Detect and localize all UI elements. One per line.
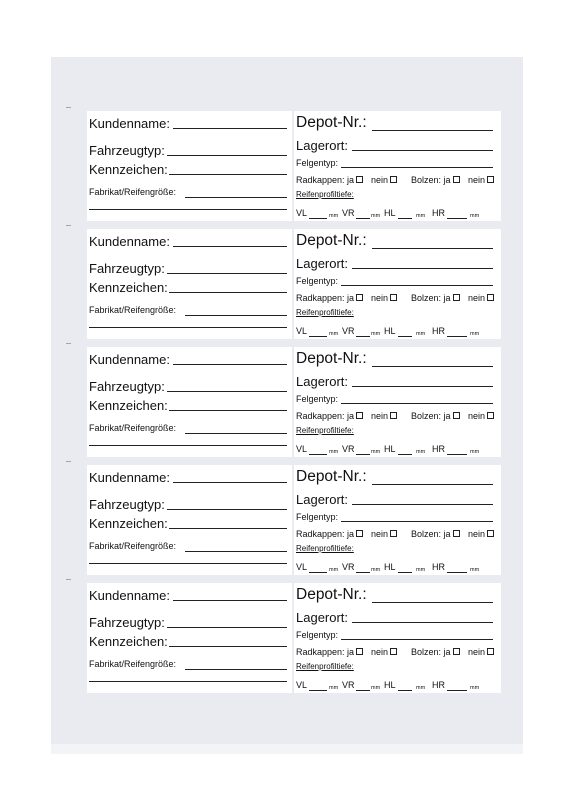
bolts-no-checkbox[interactable]: [487, 412, 494, 419]
vr-label: VR: [342, 562, 355, 572]
hr-label: HR: [432, 444, 445, 454]
make-tire-size-field[interactable]: [185, 669, 287, 670]
vl-unit: mm: [329, 331, 339, 337]
storage-location-field[interactable]: [352, 504, 493, 505]
vl-label: VL: [296, 444, 308, 454]
license-plate-label: Kennzeichen:: [89, 280, 168, 295]
license-plate-label: Kennzeichen:: [89, 516, 168, 531]
rim-type-field[interactable]: [341, 521, 493, 522]
vr-label: VR: [342, 208, 355, 218]
storage-location-field[interactable]: [352, 622, 493, 623]
storage-location-field[interactable]: [352, 150, 493, 151]
bolts-no-option: [468, 293, 494, 303]
sheet-bottom-edge: [51, 744, 523, 754]
hubcaps-no-label: nein: [371, 293, 389, 303]
vl-unit: mm: [329, 213, 339, 219]
hr-unit: mm: [470, 331, 480, 337]
label-left-half: [87, 465, 292, 575]
registration-tick: [66, 107, 71, 108]
tire-label-1: [87, 111, 501, 221]
rim-type-label: Felgentyp:: [296, 394, 339, 404]
depot-no-label: Depot-Nr.:: [296, 114, 367, 131]
hubcaps-no-option: [371, 529, 397, 539]
hr-unit: mm: [470, 567, 480, 573]
vehicle-type-field[interactable]: [167, 509, 287, 510]
bolts-yes-checkbox[interactable]: [453, 294, 460, 301]
customer-name-label: Kundenname:: [89, 234, 170, 249]
hr-label: HR: [432, 562, 445, 572]
bolts-option: [411, 293, 460, 303]
customer-name-field[interactable]: [173, 246, 287, 247]
vl-field[interactable]: [309, 336, 327, 337]
vr-label: VR: [342, 444, 355, 454]
bolts-no-option: [468, 175, 494, 185]
hubcaps-yes-checkbox[interactable]: [356, 648, 363, 655]
bolts-yes-label: Bolzen: ja: [411, 647, 451, 657]
hr-field[interactable]: [447, 454, 467, 455]
label-right-half: [294, 111, 501, 221]
make-tire-size-field[interactable]: [185, 315, 287, 316]
hubcaps-yes-label: Radkappen: ja: [296, 293, 355, 303]
bolts-yes-checkbox[interactable]: [453, 412, 460, 419]
storage-location-label: Lagerort:: [296, 610, 349, 625]
make-tire-size-field-line2[interactable]: [89, 209, 287, 210]
vehicle-type-label: Fahrzeugtyp:: [89, 143, 165, 158]
vl-label: VL: [296, 562, 308, 572]
hubcaps-yes-label: Radkappen: ja: [296, 411, 355, 421]
make-tire-size-label: Fabrikat/Reifengröße:: [89, 659, 177, 669]
hl-label: HL: [384, 208, 396, 218]
license-plate-label: Kennzeichen:: [89, 162, 168, 177]
customer-name-field[interactable]: [173, 600, 287, 601]
vr-label: VR: [342, 680, 355, 690]
bolts-yes-label: Bolzen: ja: [411, 411, 451, 421]
depot-no-field[interactable]: [372, 248, 493, 249]
make-tire-size-field-line2[interactable]: [89, 327, 287, 328]
hubcaps-option: [296, 529, 363, 539]
hubcaps-option: [296, 175, 363, 185]
vl-field[interactable]: [309, 690, 327, 691]
hr-unit: mm: [470, 449, 480, 455]
customer-name-field[interactable]: [173, 482, 287, 483]
hl-field[interactable]: [398, 218, 412, 219]
hl-unit: mm: [416, 685, 426, 691]
rim-type-label: Felgentyp:: [296, 158, 339, 168]
license-plate-label: Kennzeichen:: [89, 398, 168, 413]
hubcaps-no-option: [371, 647, 397, 657]
hl-unit: mm: [416, 331, 426, 337]
bolts-no-label: nein: [468, 175, 486, 185]
registration-tick: [66, 343, 71, 344]
customer-name-label: Kundenname:: [89, 116, 170, 131]
vehicle-type-label: Fahrzeugtyp:: [89, 379, 165, 394]
rim-type-label: Felgentyp:: [296, 276, 339, 286]
make-tire-size-label: Fabrikat/Reifengröße:: [89, 187, 177, 197]
make-tire-size-field[interactable]: [185, 433, 287, 434]
bolts-no-checkbox[interactable]: [487, 176, 494, 183]
bolts-no-option: [468, 529, 494, 539]
make-tire-size-field[interactable]: [185, 551, 287, 552]
make-tire-size-label: Fabrikat/Reifengröße:: [89, 541, 177, 551]
hl-field[interactable]: [398, 572, 412, 573]
vl-unit: mm: [329, 685, 339, 691]
vr-unit: mm: [371, 213, 381, 219]
hl-field[interactable]: [398, 336, 412, 337]
vehicle-type-field[interactable]: [167, 627, 287, 628]
vl-label: VL: [296, 208, 308, 218]
vl-unit: mm: [329, 567, 339, 573]
depot-no-label: Depot-Nr.:: [296, 586, 367, 603]
hubcaps-no-checkbox[interactable]: [390, 294, 397, 301]
bolts-no-checkbox[interactable]: [487, 648, 494, 655]
hubcaps-no-label: nein: [371, 175, 389, 185]
bolts-yes-label: Bolzen: ja: [411, 293, 451, 303]
bolts-no-label: nein: [468, 411, 486, 421]
hl-field[interactable]: [398, 454, 412, 455]
license-plate-label: Kennzeichen:: [89, 634, 168, 649]
vl-field[interactable]: [309, 572, 327, 573]
hubcaps-no-checkbox[interactable]: [390, 412, 397, 419]
storage-location-label: Lagerort:: [296, 492, 349, 507]
license-plate-field[interactable]: [169, 292, 287, 293]
bolts-option: [411, 529, 460, 539]
hl-label: HL: [384, 444, 396, 454]
bolts-yes-checkbox[interactable]: [453, 648, 460, 655]
bolts-option: [411, 411, 460, 421]
hl-label: HL: [384, 680, 396, 690]
vr-unit: mm: [371, 331, 381, 337]
storage-location-label: Lagerort:: [296, 256, 349, 271]
hubcaps-yes-checkbox[interactable]: [356, 530, 363, 537]
customer-name-field[interactable]: [173, 128, 287, 129]
hubcaps-no-label: nein: [371, 647, 389, 657]
hubcaps-yes-label: Radkappen: ja: [296, 529, 355, 539]
vr-field[interactable]: [356, 572, 370, 573]
tire-label-2: [87, 229, 501, 339]
vl-field[interactable]: [309, 218, 327, 219]
tread-depth-label: Reifenprofiltiefe:: [296, 308, 354, 317]
tread-depth-label: Reifenprofiltiefe:: [296, 426, 354, 435]
hl-unit: mm: [416, 213, 426, 219]
bolts-no-checkbox[interactable]: [487, 530, 494, 537]
rim-type-field[interactable]: [341, 639, 493, 640]
label-left-half: [87, 347, 292, 457]
depot-no-label: Depot-Nr.:: [296, 350, 367, 367]
depot-no-field[interactable]: [372, 602, 493, 603]
bolts-option: [411, 647, 460, 657]
hubcaps-no-label: nein: [371, 411, 389, 421]
vr-field[interactable]: [356, 454, 370, 455]
license-plate-field[interactable]: [169, 646, 287, 647]
bolts-no-label: nein: [468, 293, 486, 303]
hr-label: HR: [432, 208, 445, 218]
vehicle-type-label: Fahrzeugtyp:: [89, 615, 165, 630]
vr-unit: mm: [371, 449, 381, 455]
vl-label: VL: [296, 326, 308, 336]
rim-type-label: Felgentyp:: [296, 630, 339, 640]
bolts-yes-label: Bolzen: ja: [411, 529, 451, 539]
hubcaps-yes-label: Radkappen: ja: [296, 647, 355, 657]
hl-field[interactable]: [398, 690, 412, 691]
hr-unit: mm: [470, 213, 480, 219]
rim-type-field[interactable]: [341, 285, 493, 286]
depot-no-field[interactable]: [372, 484, 493, 485]
hubcaps-no-label: nein: [371, 529, 389, 539]
hr-field[interactable]: [447, 690, 467, 691]
label-left-half: [87, 583, 292, 693]
tread-depth-label: Reifenprofiltiefe:: [296, 544, 354, 553]
depot-no-field[interactable]: [372, 366, 493, 367]
vl-field[interactable]: [309, 454, 327, 455]
vehicle-type-label: Fahrzeugtyp:: [89, 261, 165, 276]
bolts-no-label: nein: [468, 529, 486, 539]
storage-location-field[interactable]: [352, 268, 493, 269]
license-plate-field[interactable]: [169, 528, 287, 529]
label-right-half: [294, 465, 501, 575]
storage-location-label: Lagerort:: [296, 374, 349, 389]
customer-name-label: Kundenname:: [89, 352, 170, 367]
customer-name-field[interactable]: [173, 364, 287, 365]
make-tire-size-label: Fabrikat/Reifengröße:: [89, 305, 177, 315]
make-tire-size-field-line2[interactable]: [89, 681, 287, 682]
hubcaps-option: [296, 293, 363, 303]
make-tire-size-field-line2[interactable]: [89, 563, 287, 564]
hubcaps-yes-checkbox[interactable]: [356, 294, 363, 301]
bolts-yes-checkbox[interactable]: [453, 176, 460, 183]
vehicle-type-field[interactable]: [167, 273, 287, 274]
rim-type-field[interactable]: [341, 167, 493, 168]
registration-tick: [66, 461, 71, 462]
hubcaps-no-checkbox[interactable]: [390, 648, 397, 655]
tire-label-4: [87, 465, 501, 575]
storage-location-field[interactable]: [352, 386, 493, 387]
hubcaps-no-checkbox[interactable]: [390, 530, 397, 537]
depot-no-label: Depot-Nr.:: [296, 468, 367, 485]
label-left-half: [87, 111, 292, 221]
license-plate-field[interactable]: [169, 410, 287, 411]
hl-label: HL: [384, 326, 396, 336]
make-tire-size-field[interactable]: [185, 197, 287, 198]
bolts-option: [411, 175, 460, 185]
hubcaps-no-checkbox[interactable]: [390, 176, 397, 183]
hubcaps-no-option: [371, 293, 397, 303]
hr-label: HR: [432, 326, 445, 336]
hr-field[interactable]: [447, 218, 467, 219]
vr-field[interactable]: [356, 336, 370, 337]
depot-no-field[interactable]: [372, 130, 493, 131]
hubcaps-yes-label: Radkappen: ja: [296, 175, 355, 185]
hubcaps-no-option: [371, 411, 397, 421]
vehicle-type-field[interactable]: [167, 155, 287, 156]
depot-no-label: Depot-Nr.:: [296, 232, 367, 249]
registration-tick: [66, 579, 71, 580]
tire-label-3: [87, 347, 501, 457]
vr-unit: mm: [371, 567, 381, 573]
hl-unit: mm: [416, 567, 426, 573]
bolts-no-option: [468, 411, 494, 421]
hr-field[interactable]: [447, 572, 467, 573]
customer-name-label: Kundenname:: [89, 588, 170, 603]
bolts-no-option: [468, 647, 494, 657]
bolts-no-label: nein: [468, 647, 486, 657]
label-right-half: [294, 347, 501, 457]
hubcaps-option: [296, 411, 363, 421]
vr-field[interactable]: [356, 690, 370, 691]
hubcaps-yes-checkbox[interactable]: [356, 412, 363, 419]
hr-field[interactable]: [447, 336, 467, 337]
label-right-half: [294, 229, 501, 339]
bolts-yes-label: Bolzen: ja: [411, 175, 451, 185]
vr-unit: mm: [371, 685, 381, 691]
storage-location-label: Lagerort:: [296, 138, 349, 153]
registration-tick: [66, 225, 71, 226]
vehicle-type-field[interactable]: [167, 391, 287, 392]
customer-name-label: Kundenname:: [89, 470, 170, 485]
tire-label-5: [87, 583, 501, 693]
label-right-half: [294, 583, 501, 693]
license-plate-field[interactable]: [169, 174, 287, 175]
tread-depth-label: Reifenprofiltiefe:: [296, 662, 354, 671]
rim-type-field[interactable]: [341, 403, 493, 404]
vr-label: VR: [342, 326, 355, 336]
bolts-no-checkbox[interactable]: [487, 294, 494, 301]
hubcaps-option: [296, 647, 363, 657]
hr-unit: mm: [470, 685, 480, 691]
hubcaps-no-option: [371, 175, 397, 185]
hubcaps-yes-checkbox[interactable]: [356, 176, 363, 183]
vl-label: VL: [296, 680, 308, 690]
hr-label: HR: [432, 680, 445, 690]
vehicle-type-label: Fahrzeugtyp:: [89, 497, 165, 512]
vl-unit: mm: [329, 449, 339, 455]
hl-label: HL: [384, 562, 396, 572]
bolts-yes-checkbox[interactable]: [453, 530, 460, 537]
rim-type-label: Felgentyp:: [296, 512, 339, 522]
hl-unit: mm: [416, 449, 426, 455]
make-tire-size-field-line2[interactable]: [89, 445, 287, 446]
make-tire-size-label: Fabrikat/Reifengröße:: [89, 423, 177, 433]
tread-depth-label: Reifenprofiltiefe:: [296, 190, 354, 199]
vr-field[interactable]: [356, 218, 370, 219]
label-left-half: [87, 229, 292, 339]
